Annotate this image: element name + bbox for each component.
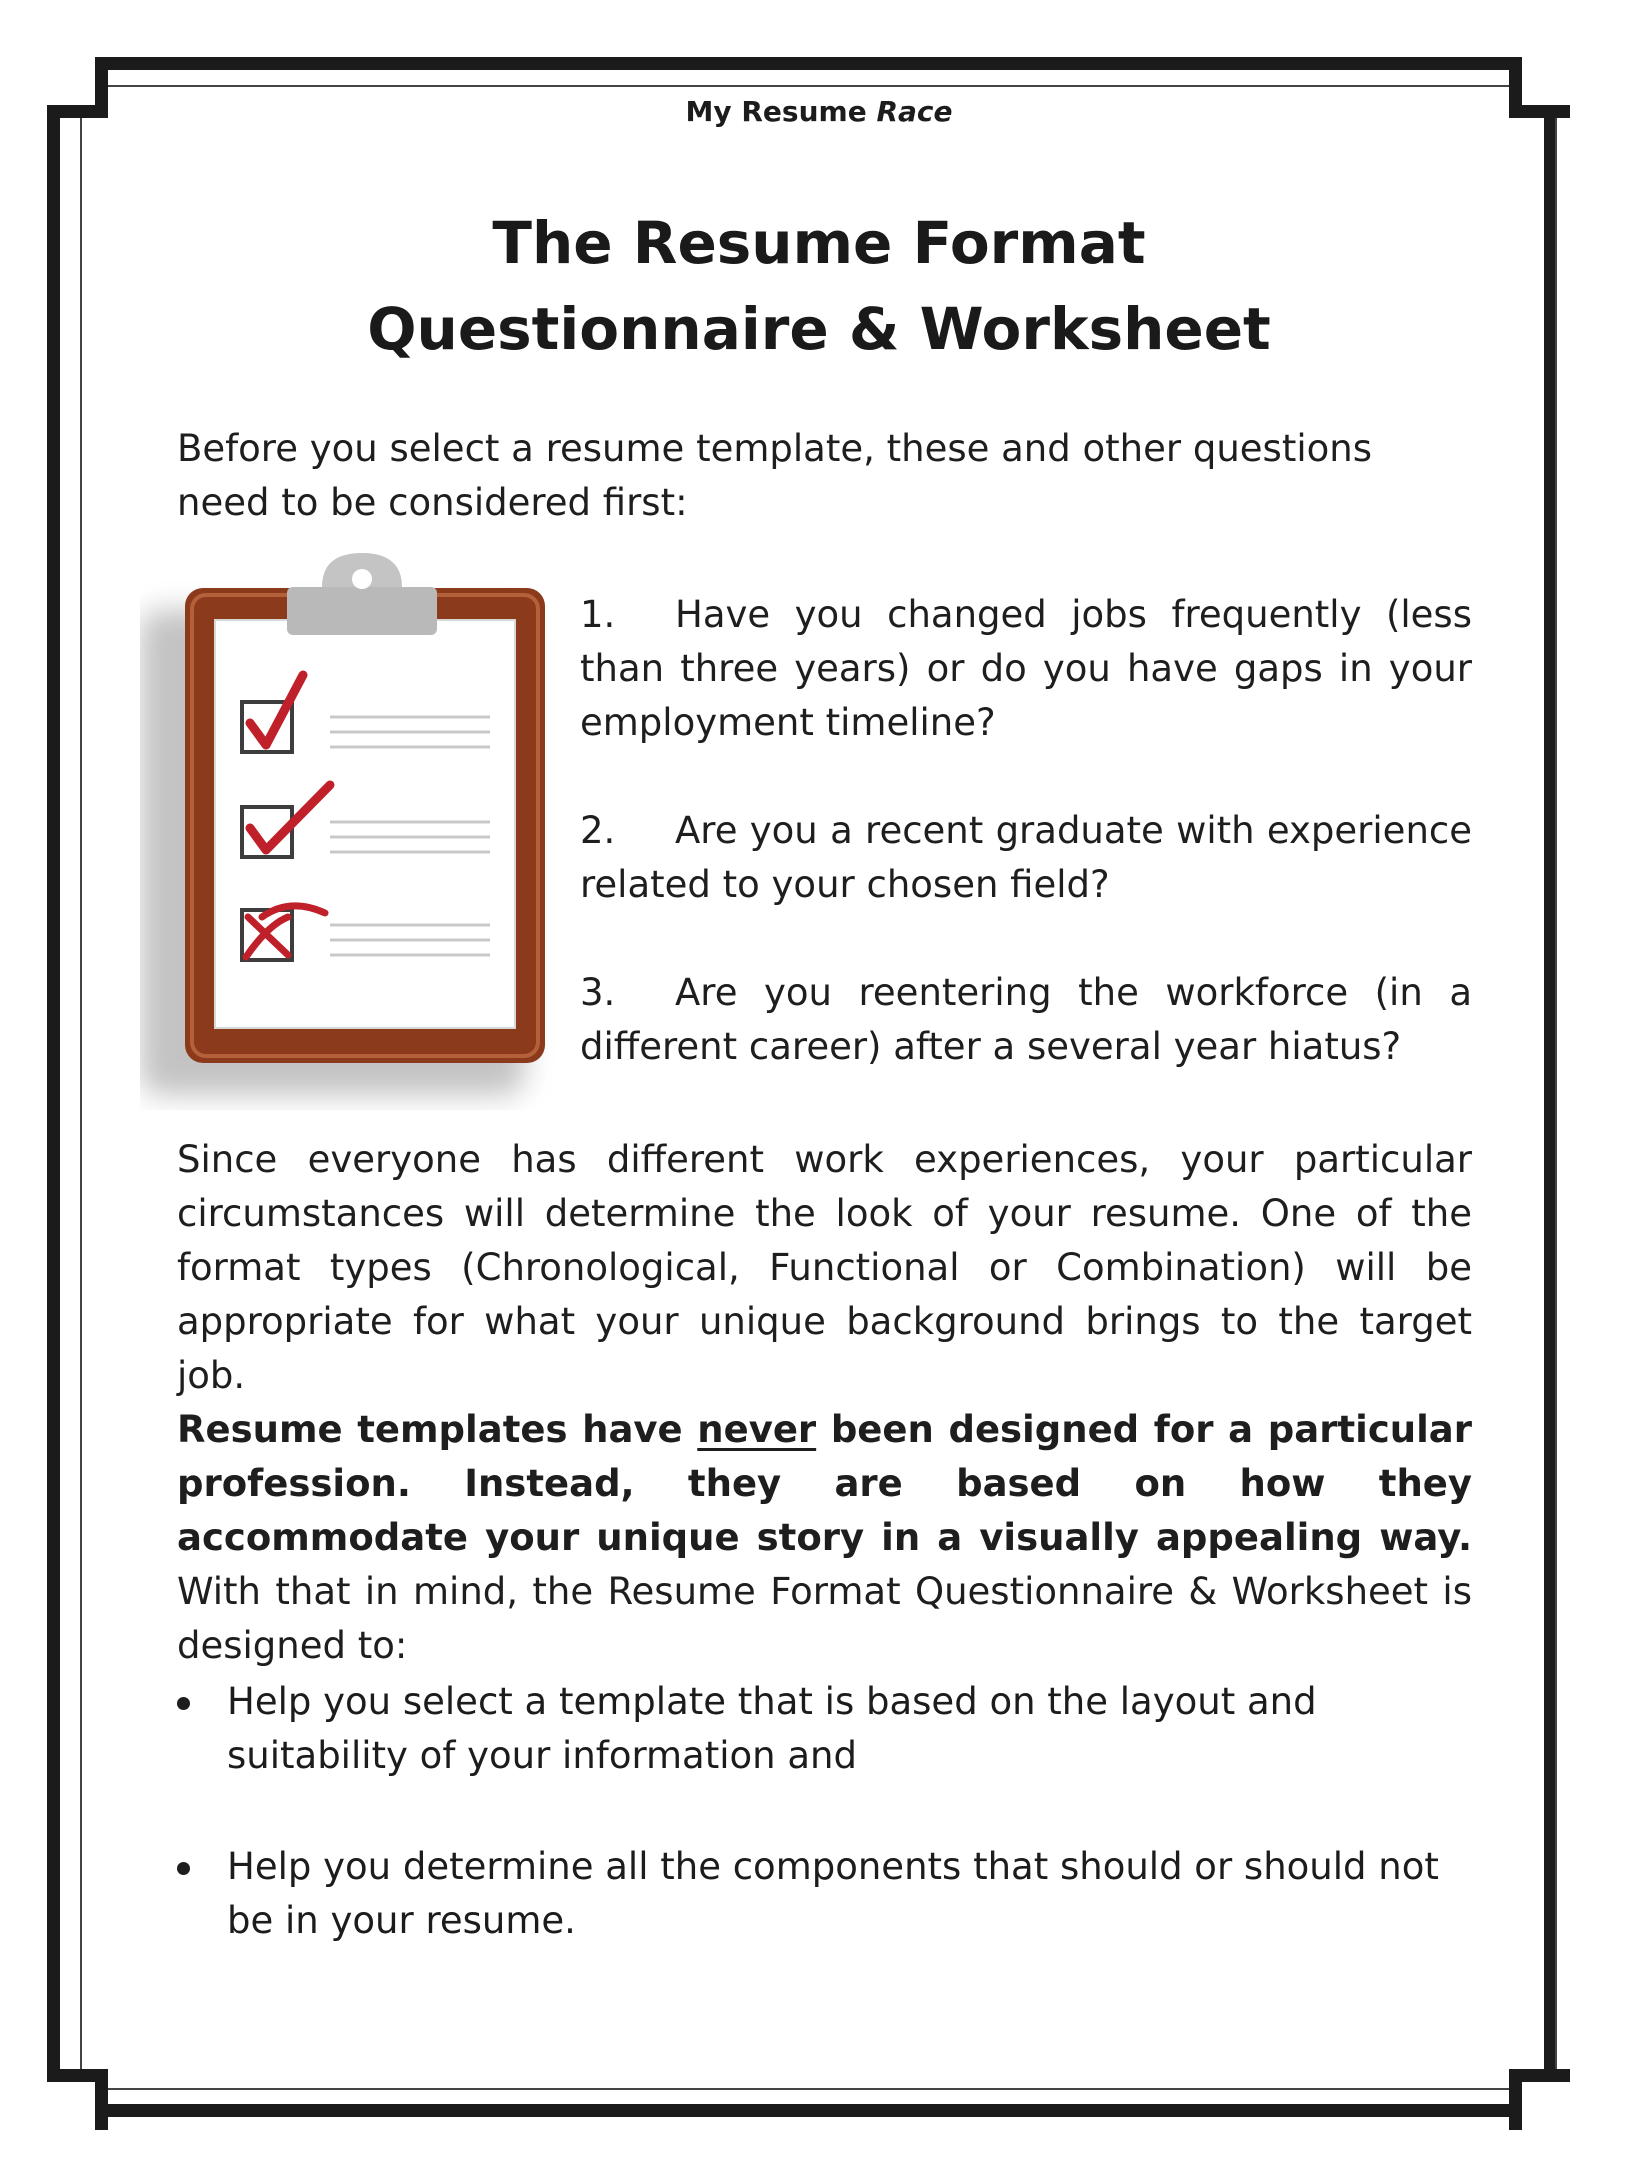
bullet-icon [177,1697,190,1710]
border-corner-bottom-left [47,2069,108,2130]
intro-paragraph: Before you select a resume template, these and other questions need to be considered first: [177,427,1372,524]
clipboard-clip [287,587,437,635]
brand-italic: Race [876,95,953,128]
question-text: Have you changed jobs frequently (less than three years) or do you have gaps in your employment timeline? [580,593,1472,744]
brand-header [0,95,1638,128]
templates-bold-a: Resume templates have [177,1408,698,1451]
bullet-text: Help you determine all the components that should or should not be in your resume. [227,1845,1439,1942]
bullet-icon [177,1862,190,1875]
question-text: Are you a recent graduate with experience related to your chosen field? [580,809,1472,906]
brand-plain: My Resume [685,95,867,128]
templates-emphasis-never: never [697,1408,817,1451]
border-corner-bottom-right [1509,2069,1570,2130]
templates-paragraph [177,1403,1472,1673]
question-number: 2. [580,809,616,852]
bullet-text: Help you select a template that is based on the layout and suitability of your information and [227,1680,1317,1777]
templates-normal: With that in mind, the Resume Format Questionnaire & Worksheet is designed to: [177,1570,1472,1667]
question-text: Are you reentering the workforce (in a different career) after a several year hiatus? [580,971,1472,1068]
question-item [580,588,1472,750]
list-item [177,1675,1472,1783]
title-line-2: Questionnaire & Worksheet [367,295,1271,363]
circumstances-paragraph: Since everyone has different work experiences, your particular circumstances will determine the look of your resume. One of the format types (Chronological, Functional or Combination) will be appropriate for what your unique background brings to the target job. [177,1138,1472,1397]
question-item [580,804,1472,912]
question-item [580,966,1472,1074]
questions-list [580,588,1472,1128]
clipboard-checklist-icon [140,545,560,1110]
purpose-bullet-list [177,1675,1472,2005]
question-number: 3. [580,971,616,1014]
page-title [0,200,1638,372]
templates-bold-b: been designed for a particular profession. Instead, they are based on how they accommodate your unique story in a visually appealing way. [177,1408,1472,1559]
list-item [177,1840,1472,1948]
clipboard-paper [215,620,515,1028]
title-line-1: The Resume Format [492,209,1146,277]
clipboard-clip-hole [352,569,372,589]
question-number: 1. [580,593,616,636]
